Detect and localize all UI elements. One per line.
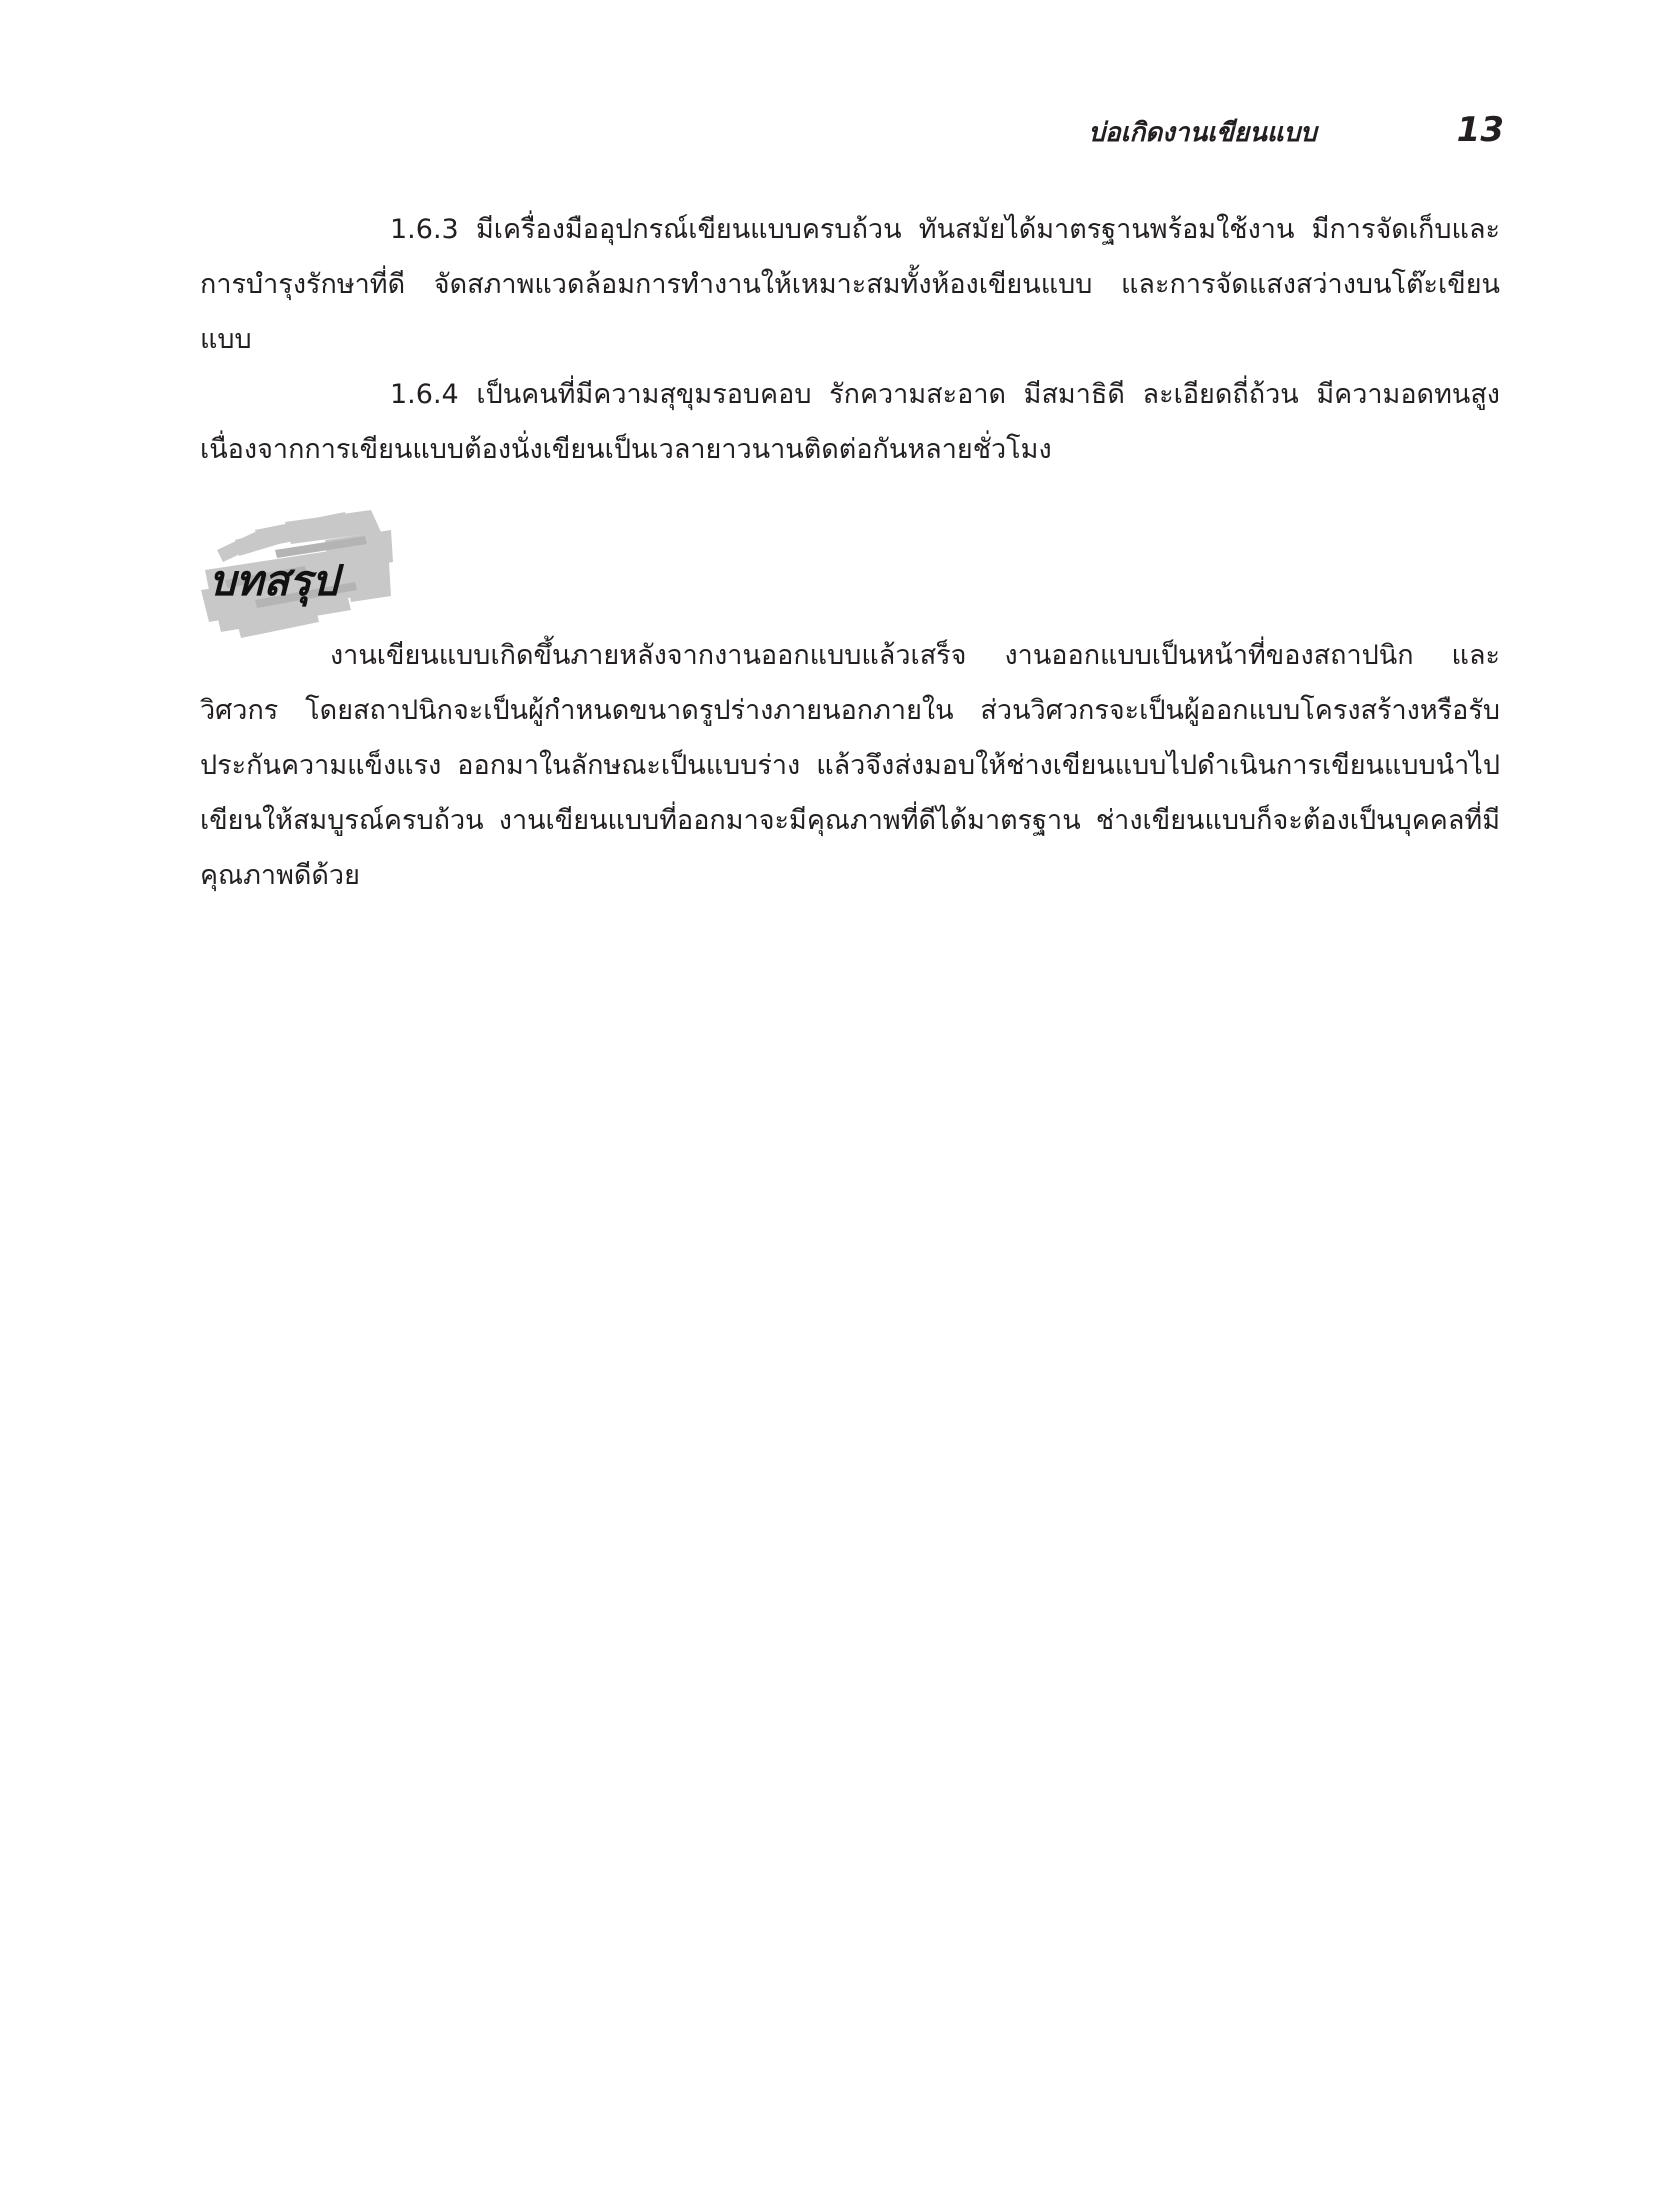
- paragraph-1-6-4: 1.6.4 เป็นคนที่มีความสุขุมรอบคอบ รักความสะอาด มีสมาธิดี ละเอียดถี่ถ้วน มีความอดทนสูง เนื่องจากการเขียนแบบต้องนั่งเขียนเป็นเวลายาวนานติดต่อกันหลายชั่วโมง: [200, 379, 1500, 465]
- summary-heading: บทสรุป: [209, 556, 339, 605]
- summary-heading-block: [195, 510, 395, 640]
- paragraph-1-6-3: 1.6.3 มีเครื่องมืออุปกรณ์เขียนแบบครบถ้วน ทันสมัยได้มาตรฐานพร้อมใช้งาน มีการจัดเก็บและการบำรุงรักษาที่ดี จัดสภาพแวดล้อมการทำงานให้เหมาะสมทั้งห้องเขียนแบบ และการจัดแสงสว่างบนโต๊ะเขียนแบบ: [200, 214, 1500, 355]
- page-number: 13: [1456, 110, 1504, 150]
- chapter-title: บ่อเกิดงานเขียนแบบ: [1088, 118, 1317, 148]
- summary-paragraph: งานเขียนแบบเกิดขึ้นภายหลังจากงานออกแบบแล้วเสร็จ งานออกแบบเป็นหน้าที่ของสถาปนิก และวิศวกร โดยสถาปนิกจะเป็นผู้กำหนดขนาดรูปร่างภายนอกภายใน ส่วนวิศวกรจะเป็นผู้ออกแบบโครงสร้างหรือรับประกันความแข็งแรง ออกมาในลักษณะเป็นแบบร่าง แล้วจึงส่งมอบให้ช่างเขียนแบบไปดำเนินการเขียนแบบนำไปเขียนให้สมบูรณ์ครบถ้วน งานเขียนแบบที่ออกมาจะมีคุณภาพที่ดีได้มาตรฐาน ช่างเขียนแบบก็จะต้องเป็นบุคคลที่มีคุณภาพดีด้วย: [200, 640, 1500, 891]
- running-header: [200, 110, 1504, 160]
